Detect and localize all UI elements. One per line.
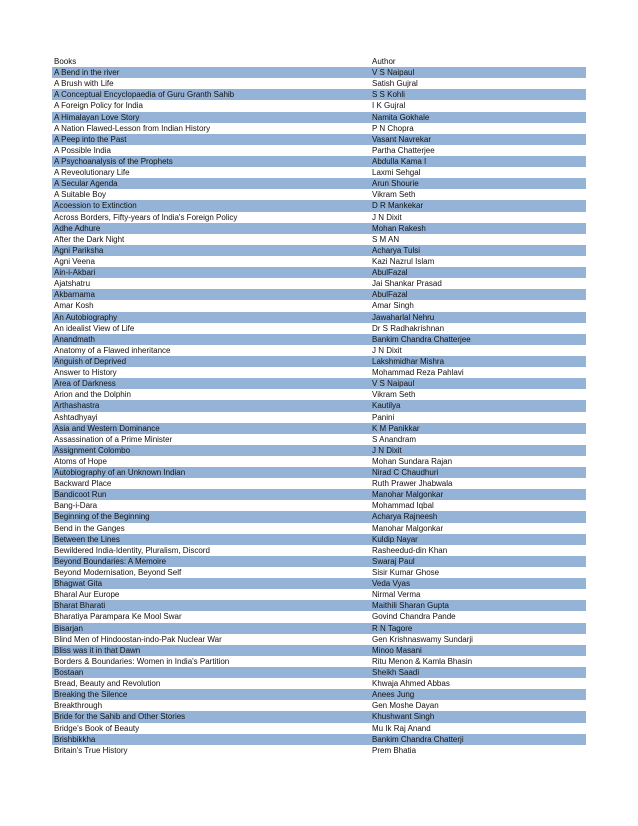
book-author-cell: P N Chopra bbox=[372, 123, 414, 133]
book-title-cell: Bread, Beauty and Revolution bbox=[54, 679, 161, 689]
book-author-cell: Mohammad Iqbal bbox=[372, 501, 434, 511]
table-row bbox=[52, 312, 586, 323]
column-header-author: Author bbox=[372, 57, 396, 66]
book-author-cell: Gen Krishnaswamy Sundarji bbox=[372, 634, 473, 644]
table-row bbox=[52, 412, 586, 423]
table-row bbox=[52, 389, 586, 400]
table-row bbox=[52, 89, 586, 100]
table-row bbox=[52, 667, 586, 678]
book-title-cell: A Possible India bbox=[54, 145, 111, 155]
table-row bbox=[52, 300, 586, 311]
book-author-cell: Vikram Seth bbox=[372, 190, 416, 200]
book-title-cell: Akbarnama bbox=[54, 290, 95, 300]
book-title-cell: Arion and the Dolphin bbox=[54, 390, 131, 400]
table-row bbox=[52, 145, 586, 156]
book-list-sheet bbox=[52, 56, 586, 756]
book-title-cell: Atoms of Hope bbox=[54, 456, 107, 466]
book-author-cell: Veda Vyas bbox=[372, 579, 410, 589]
book-rows bbox=[52, 67, 586, 756]
book-title-cell: Across Borders, Fifty-years of India's Foreign Policy bbox=[54, 212, 238, 222]
book-title-cell: Brishbikkha bbox=[54, 734, 96, 744]
table-row bbox=[52, 134, 586, 145]
book-title-cell: Area of Darkness bbox=[54, 379, 116, 389]
book-author-cell: Ruth Prawer Jhabwala bbox=[372, 479, 453, 489]
book-title-cell: Bliss was it in that Dawn bbox=[54, 645, 141, 655]
book-title-cell: Blind Men of Hindoostan-indo-Pak Nuclear War bbox=[54, 634, 222, 644]
book-title-cell: Bridge's Book of Beauty bbox=[54, 723, 140, 733]
book-author-cell: Mohan Rakesh bbox=[372, 223, 426, 233]
book-title-cell: Amar Kosh bbox=[54, 301, 94, 311]
book-author-cell: Laxmi Sehgal bbox=[372, 168, 421, 178]
table-row bbox=[52, 423, 586, 434]
book-author-cell: Namita Gokhale bbox=[372, 112, 430, 122]
book-title-cell: A Reveolutionary Life bbox=[54, 168, 130, 178]
book-title-cell: Bride for the Sahib and Other Stories bbox=[54, 712, 186, 722]
table-row bbox=[52, 656, 586, 667]
table-row bbox=[52, 212, 586, 223]
book-title-cell: A Secular Agenda bbox=[54, 179, 118, 189]
table-row bbox=[52, 334, 586, 345]
table-row bbox=[52, 267, 586, 278]
header-row bbox=[52, 56, 586, 67]
book-author-cell: I K Gujral bbox=[372, 101, 406, 111]
table-row bbox=[52, 100, 586, 111]
book-title-cell: A Peep into the Past bbox=[54, 134, 127, 144]
book-author-cell: Manohar Malgonkar bbox=[372, 523, 444, 533]
table-row bbox=[52, 112, 586, 123]
book-title-cell: Breaking the Silence bbox=[54, 690, 128, 700]
book-title-cell: A Brush with Life bbox=[54, 79, 114, 89]
book-title-cell: Anguish of Deprived bbox=[54, 356, 127, 366]
book-title-cell: Beyond Boundaries: A Memoire bbox=[54, 556, 167, 566]
book-author-cell: Kuldip Nayar bbox=[372, 534, 418, 544]
table-row bbox=[52, 700, 586, 711]
book-author-cell: S Anandram bbox=[372, 434, 417, 444]
book-title-cell: Borders & Boundaries: Women in India's Partition bbox=[54, 656, 230, 666]
table-row bbox=[52, 511, 586, 522]
book-author-cell: Mohammad Reza Pahlavi bbox=[372, 368, 464, 378]
book-author-cell: V S Naipaul bbox=[372, 68, 415, 78]
book-author-cell: Bankim Chandra Chatterjee bbox=[372, 334, 471, 344]
table-row bbox=[52, 378, 586, 389]
book-title-cell: Breakthrough bbox=[54, 701, 103, 711]
table-row bbox=[52, 323, 586, 334]
book-title-cell: Bisarjan bbox=[54, 623, 83, 633]
table-row bbox=[52, 189, 586, 200]
table-row bbox=[52, 445, 586, 456]
book-author-cell: Acharya Tulsi bbox=[372, 245, 421, 255]
book-title-cell: Backward Place bbox=[54, 479, 112, 489]
book-author-cell: Govind Chandra Pande bbox=[372, 612, 456, 622]
book-author-cell: D R Mankekar bbox=[372, 201, 424, 211]
book-title-cell: An idealist View of Life bbox=[54, 323, 135, 333]
table-row bbox=[52, 478, 586, 489]
book-author-cell: Mohan Sundara Rajan bbox=[372, 456, 453, 466]
table-row bbox=[52, 123, 586, 134]
table-row bbox=[52, 356, 586, 367]
book-author-cell: Mu Ik Raj Anand bbox=[372, 723, 431, 733]
book-author-cell: J N Dixit bbox=[372, 345, 402, 355]
book-author-cell: Jai Shankar Prasad bbox=[372, 279, 442, 289]
table-row bbox=[52, 500, 586, 511]
table-row bbox=[52, 723, 586, 734]
table-row bbox=[52, 689, 586, 700]
book-author-cell: Amar Singh bbox=[372, 301, 414, 311]
book-author-cell: AbulFazal bbox=[372, 290, 408, 300]
table-row bbox=[52, 223, 586, 234]
book-author-cell: Lakshmidhar Mishra bbox=[372, 356, 445, 366]
book-title-cell: Bewildered India-Identity, Pluralism, Discord bbox=[54, 545, 210, 555]
table-row bbox=[52, 534, 586, 545]
table-row bbox=[52, 367, 586, 378]
book-author-cell: Anees Jung bbox=[372, 690, 415, 700]
book-author-cell: Kazi Nazrul Islam bbox=[372, 256, 435, 266]
table-row bbox=[52, 611, 586, 622]
book-title-cell: Adhe Adhure bbox=[54, 223, 101, 233]
book-author-cell: S M AN bbox=[372, 234, 400, 244]
book-title-cell: A Bend in the river bbox=[54, 68, 120, 78]
book-author-cell: K M Panikkar bbox=[372, 423, 420, 433]
table-row bbox=[52, 278, 586, 289]
book-author-cell: Abdulla Kama I bbox=[372, 156, 427, 166]
book-title-cell: Bharal Aur Europe bbox=[54, 590, 120, 600]
book-author-cell: Vasant Navrekar bbox=[372, 134, 431, 144]
table-row bbox=[52, 256, 586, 267]
book-author-cell: J N Dixit bbox=[372, 445, 402, 455]
table-row bbox=[52, 678, 586, 689]
table-row bbox=[52, 245, 586, 256]
book-author-cell: Partha Chatterjee bbox=[372, 145, 435, 155]
book-title-cell: A Suitable Boy bbox=[54, 190, 107, 200]
book-title-cell: Anandmath bbox=[54, 334, 95, 344]
book-title-cell: Arthashastra bbox=[54, 401, 100, 411]
book-author-cell: Dr S Radhakrishnan bbox=[372, 323, 445, 333]
book-author-cell: Maithili Sharan Gupta bbox=[372, 601, 449, 611]
table-row bbox=[52, 600, 586, 611]
book-author-cell: J N Dixit bbox=[372, 212, 402, 222]
book-title-cell: After the Dark Night bbox=[54, 234, 125, 244]
book-title-cell: Between the Lines bbox=[54, 534, 120, 544]
book-title-cell: A Psychoanalysis of the Prophets bbox=[54, 156, 173, 166]
book-title-cell: Agni Pariksha bbox=[54, 245, 104, 255]
book-title-cell: Assassination of a Prime Minister bbox=[54, 434, 173, 444]
book-title-cell: Anatomy of a Flawed inheritance bbox=[54, 345, 171, 355]
book-author-cell: Rasheedud-din Khan bbox=[372, 545, 448, 555]
book-title-cell: Acoession to Extinction bbox=[54, 201, 137, 211]
book-author-cell: Jawaharlal Nehru bbox=[372, 312, 435, 322]
table-row bbox=[52, 289, 586, 300]
book-author-cell: Ritu Menon & Kamla Bhasin bbox=[372, 656, 473, 666]
book-title-cell: A Conceptual Encyclopaedia of Guru Granth Sahib bbox=[54, 90, 235, 100]
table-row bbox=[52, 467, 586, 478]
book-title-cell: Answer to History bbox=[54, 368, 117, 378]
table-row bbox=[52, 156, 586, 167]
book-author-cell: Satish Gujral bbox=[372, 79, 418, 89]
table-row bbox=[52, 578, 586, 589]
book-author-cell: V S Naipaul bbox=[372, 379, 415, 389]
book-author-cell: Khushwant Singh bbox=[372, 712, 435, 722]
book-author-cell: Vikram Seth bbox=[372, 390, 416, 400]
book-author-cell: Bankim Chandra Chatterji bbox=[372, 734, 464, 744]
book-title-cell: Ain-i-Akbari bbox=[54, 268, 96, 278]
table-row bbox=[52, 634, 586, 645]
table-row bbox=[52, 589, 586, 600]
book-title-cell: Bend in the Ganges bbox=[54, 523, 125, 533]
book-title-cell: Agni Veena bbox=[54, 256, 95, 266]
book-author-cell: Panini bbox=[372, 412, 395, 422]
table-row bbox=[52, 567, 586, 578]
table-row bbox=[52, 178, 586, 189]
book-title-cell: Beginning of the Beginning bbox=[54, 512, 150, 522]
book-title-cell: Autobiography of an Unknown Indian bbox=[54, 468, 186, 478]
book-author-cell: Nirmal Verma bbox=[372, 590, 421, 600]
table-row bbox=[52, 200, 586, 211]
table-row bbox=[52, 711, 586, 722]
table-row bbox=[52, 745, 586, 756]
book-author-cell: Kautilya bbox=[372, 401, 401, 411]
column-header-books: Books bbox=[54, 57, 77, 66]
book-author-cell: S S Kohli bbox=[372, 90, 405, 100]
book-title-cell: Bang-i-Dara bbox=[54, 501, 98, 511]
book-title-cell: Britain's True History bbox=[54, 745, 128, 755]
book-title-cell: Bharatiya Parampara Ke Mool Swar bbox=[54, 612, 182, 622]
table-row bbox=[52, 523, 586, 534]
table-row bbox=[52, 434, 586, 445]
table-row bbox=[52, 400, 586, 411]
table-row bbox=[52, 456, 586, 467]
table-row bbox=[52, 345, 586, 356]
book-title-cell: Assignment Colombo bbox=[54, 445, 131, 455]
table-row bbox=[52, 556, 586, 567]
book-title-cell: Bharat Bharati bbox=[54, 601, 106, 611]
book-author-cell: AbulFazal bbox=[372, 268, 408, 278]
book-title-cell: Beyond Modernisation, Beyond Self bbox=[54, 568, 182, 578]
book-title-cell: Asia and Western Dominance bbox=[54, 423, 160, 433]
table-row bbox=[52, 545, 586, 556]
book-author-cell: Prem Bhatia bbox=[372, 745, 417, 755]
book-author-cell: Swaraj Paul bbox=[372, 556, 415, 566]
book-author-cell: Manohar Malgonkar bbox=[372, 490, 444, 500]
book-author-cell: Minoo Masani bbox=[372, 645, 422, 655]
table-row bbox=[52, 167, 586, 178]
book-title-cell: Bostaan bbox=[54, 668, 84, 678]
book-author-cell: Sheikh Saadi bbox=[372, 668, 420, 678]
book-title-cell: An Autobiography bbox=[54, 312, 118, 322]
book-author-cell: R N Tagore bbox=[372, 623, 413, 633]
table-row bbox=[52, 67, 586, 78]
book-title-cell: Ajatshatru bbox=[54, 279, 91, 289]
book-title-cell: Ashtadhyayi bbox=[54, 412, 98, 422]
book-title-cell: Bandicoot Run bbox=[54, 490, 107, 500]
table-row bbox=[52, 234, 586, 245]
book-author-cell: Gen Moshe Dayan bbox=[372, 701, 439, 711]
book-title-cell: A Himalayan Love Story bbox=[54, 112, 140, 122]
book-title-cell: A Nation Flawed-Lesson from Indian History bbox=[54, 123, 211, 133]
book-title-cell: Bhagwat Gita bbox=[54, 579, 103, 589]
table-row bbox=[52, 78, 586, 89]
book-author-cell: Nirad C Chaudhuri bbox=[372, 468, 439, 478]
table-row bbox=[52, 489, 586, 500]
book-author-cell: Arun Shourie bbox=[372, 179, 419, 189]
table-row bbox=[52, 645, 586, 656]
book-title-cell: A Foreign Policy for India bbox=[54, 101, 143, 111]
book-author-cell: Khwaja Ahmed Abbas bbox=[372, 679, 450, 689]
table-row bbox=[52, 623, 586, 634]
book-author-cell: Sisir Kumar Ghose bbox=[372, 568, 440, 578]
book-author-cell: Acharya Rajneesh bbox=[372, 512, 438, 522]
table-row bbox=[52, 734, 586, 745]
